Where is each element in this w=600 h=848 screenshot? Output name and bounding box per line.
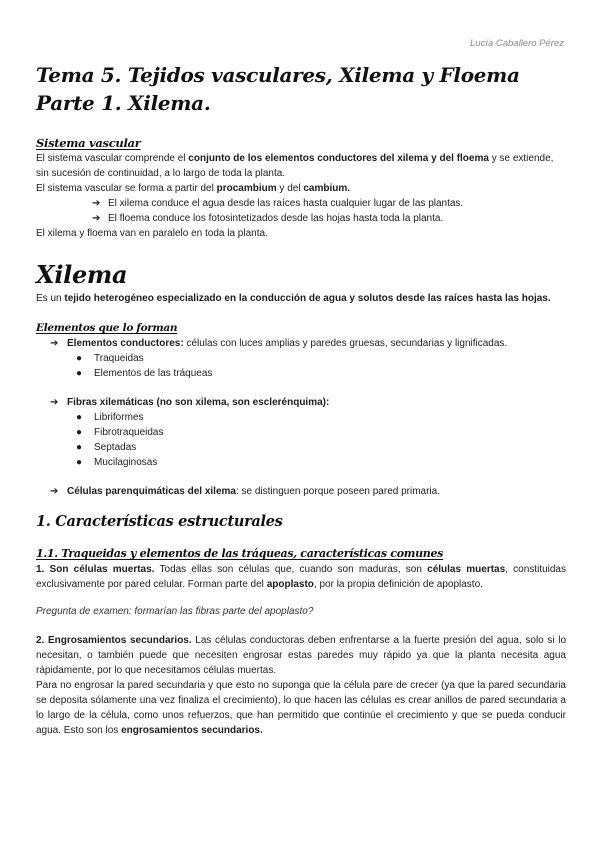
caract-paragraph-3: Para no engrosar la pared secundaria y que esto no suponga que la célula pare de crecer (ya que la pared secundaria se deposita sólamente una vez finaliza el crecimiento), lo que hacen las células es crear anillos de pared secundaria a lo largo de la célula, como unos refuerzos, que han permitido que continúe el crecimiento y que se pueda conducir agua. Esto son los engrosamientos secundarios. bbox=[36, 680, 566, 736]
caract-paragraph-1: 1. Son células muertas. Todas ellas son células que, cuando son maduras, son células muertas, constituidas exclusivamente por pared celular. Forman parte del apoplasto, por la propia definición de apoplasto. bbox=[36, 564, 566, 590]
caracteristicas-section bbox=[36, 512, 566, 532]
arrow-icon: ➔ bbox=[92, 213, 101, 224]
sistema-vascular-section bbox=[36, 135, 566, 241]
list-item: ● Mucilaginosas bbox=[76, 457, 158, 468]
list-item: ● Libriformes bbox=[76, 412, 144, 423]
bullet-icon: ● bbox=[76, 368, 83, 379]
xilema-heading: Xilema bbox=[36, 260, 128, 289]
traqueidas-heading: 1.1. Traqueidas y elementos de las tráqueas, características comunes bbox=[36, 547, 444, 560]
list-item: ● Septadas bbox=[76, 442, 137, 453]
list-item-elementos-conductores: ➔ Elementos conductores: células con luces amplias y paredes gruesas, secundarias y lignificadas. bbox=[50, 338, 508, 349]
elementos-section bbox=[36, 320, 566, 499]
sistema-paragraph-1: El sistema vascular comprende el conjunto de los elementos conductores del xilema y del floema y se extiende, sin sucesión de continuidad, a lo largo de toda la planta. bbox=[36, 153, 554, 179]
traqueidas-section bbox=[36, 546, 566, 738]
title-line-1: Tema 5. Tejidos vasculares, Xilema y Floema bbox=[36, 63, 520, 87]
arrow-icon: ➔ bbox=[50, 338, 59, 349]
list-item-fibras-xilematicas: ➔ Fibras xilemáticas (no son xilema, son esclerénquima): bbox=[50, 397, 330, 408]
list-item: ● Elementos de las tráqueas bbox=[76, 368, 213, 379]
page-title bbox=[36, 61, 520, 117]
list-item-celulas-parenquimaticas: ➔ Células parenquimáticas del xilema: se distinguen porque poseen pared primaria. bbox=[50, 486, 440, 497]
bullet-icon: ● bbox=[76, 427, 83, 438]
caracteristicas-heading: 1. Características estructurales bbox=[36, 513, 283, 530]
caract-paragraph-2: 2. Engrosamientos secundarios. Las células conductoras deben enfrentarse a la fuerte presión del agua, solo si lo necesitan, o también puede que necesiten engrosar estas paredes muy rápido ya que la planta necesita agua rápidamente, por lo que necesitamos células muertas. bbox=[36, 635, 566, 676]
bullet-icon: ● bbox=[76, 412, 83, 423]
arrow-icon: ➔ bbox=[92, 198, 101, 209]
arrow-icon: ➔ bbox=[50, 397, 59, 408]
bullet-icon: ● bbox=[76, 457, 83, 468]
bullet-icon: ● bbox=[76, 442, 83, 453]
sistema-paragraph-3: El xilema y floema van en paralelo en toda la planta. bbox=[36, 228, 268, 239]
exam-question: Pregunta de examen: formarían las fibras parte del apoplasto? bbox=[36, 606, 314, 617]
sistema-paragraph-2: El sistema vascular se forma a partir del procambium y del cambium. bbox=[36, 183, 351, 194]
xilema-section bbox=[36, 259, 566, 306]
sistema-arrow-item-1: ➔ El xilema conduce el agua desde las raíces hasta cualquier lugar de las plantas. bbox=[92, 198, 464, 209]
title-line-2: Parte 1. Xilema. bbox=[36, 91, 211, 115]
sistema-arrow-item-2: ➔ El floema conduce los fotosintetizados desde las hojas hasta toda la planta. bbox=[92, 213, 444, 224]
list-item: ● Fibrotraqueidas bbox=[76, 427, 164, 438]
bullet-icon: ● bbox=[76, 353, 83, 364]
arrow-icon: ➔ bbox=[50, 486, 59, 497]
elementos-heading: Elementos que lo forman bbox=[36, 322, 178, 334]
list-item: ● Traqueidas bbox=[76, 353, 144, 364]
xilema-definition: Es un tejido heterogéneo especializado en la conducción de agua y solutos desde las raíces hasta las hojas. bbox=[36, 293, 551, 304]
sistema-vascular-heading: Sistema vascular bbox=[36, 136, 141, 150]
author-name: Lucía Caballero Pérez bbox=[470, 38, 564, 49]
